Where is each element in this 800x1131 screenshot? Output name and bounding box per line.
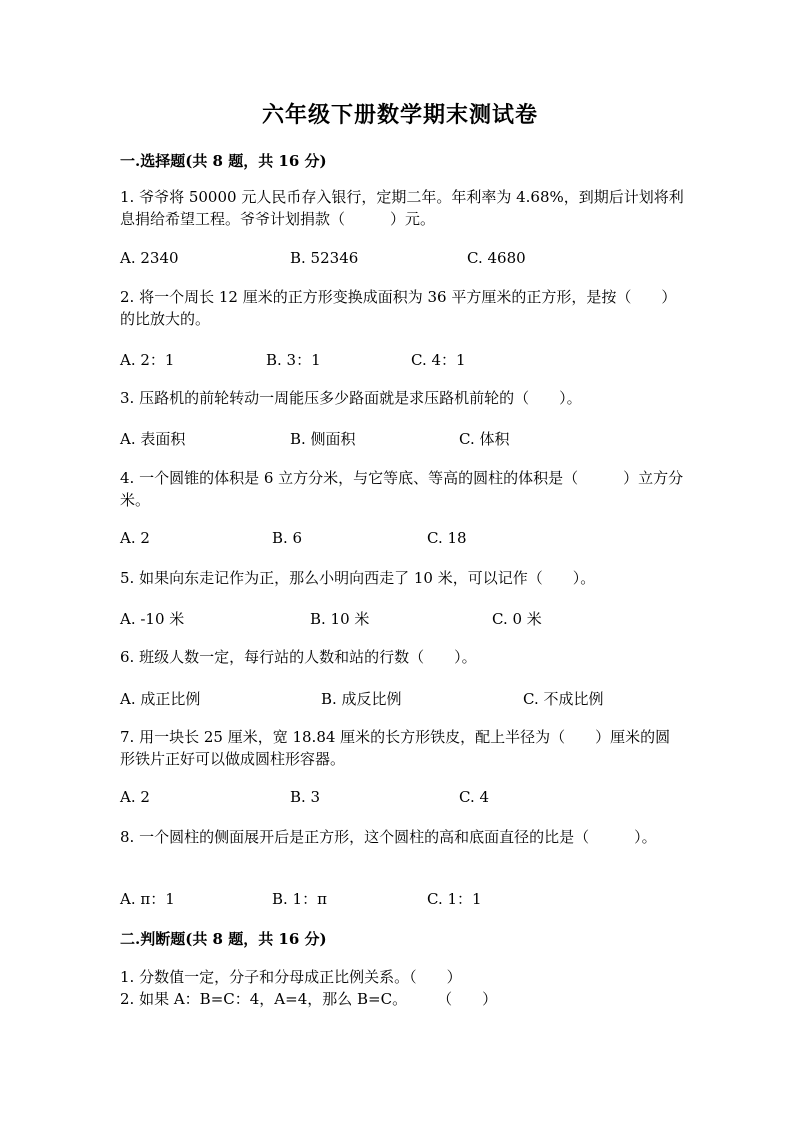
choice-question-3: 3. 压路机的前轮转动一周能压多少路面就是求压路机前轮的（ ）。 — [120, 389, 582, 407]
choice-3-option-c: C. 体积 — [459, 430, 510, 448]
choice-8-option-b: B. 1：π — [272, 890, 327, 908]
choice-4-option-c: C. 18 — [427, 529, 467, 547]
choice-6-option-a: A. 成正比例 — [120, 690, 201, 708]
choice-8-option-c: C. 1：1 — [427, 890, 482, 908]
choice-question-2: 2. 将一个周长 12 厘米的正方形变换成面积为 36 平方厘米的正方形，是按（ ）的比放大的。 — [120, 288, 677, 328]
choice-question-4: 4. 一个圆锥的体积是 6 立方分米，与它等底、等高的圆柱的体积是（ ）立方分米。 — [120, 469, 684, 509]
choice-2-option-b: B. 3：1 — [266, 351, 321, 369]
choice-1-option-c: C. 4680 — [467, 249, 526, 267]
choice-4-option-a: A. 2 — [120, 529, 150, 547]
page-title: 六年级下册数学期末测试卷 — [261, 102, 538, 128]
choice-5-option-c: C. 0 米 — [492, 610, 542, 628]
choice-6-option-c: C. 不成比例 — [523, 690, 604, 708]
section-heading-judgment: 二.判断题(共 8 题，共 16 分) — [120, 930, 327, 948]
choice-7-option-b: B. 3 — [290, 788, 321, 806]
choice-2-option-a: A. 2：1 — [120, 351, 175, 369]
choice-3-option-b: B. 侧面积 — [290, 430, 356, 448]
choice-7-option-c: C. 4 — [459, 788, 490, 806]
choice-4-option-b: B. 6 — [272, 529, 303, 547]
choice-question-8: 8. 一个圆柱的侧面展开后是正方形，这个圆柱的高和底面直径的比是（ ）。 — [120, 828, 657, 846]
choice-5-option-b: B. 10 米 — [310, 610, 370, 628]
choice-6-option-b: B. 成反比例 — [321, 690, 402, 708]
judgment-question-1: 1. 分数值一定，分子和分母成正比例关系。（ ） — [120, 968, 462, 986]
choice-question-7: 7. 用一块长 25 厘米，宽 18.84 厘米的长方形铁皮，配上半径为（ ）厘米的圆形铁片正好可以做成圆柱形容器。 — [120, 728, 671, 768]
choice-5-option-a: A. -10 米 — [120, 610, 185, 628]
choice-3-option-a: A. 表面积 — [120, 430, 186, 448]
choice-question-6: 6. 班级人数一定，每行站的人数和站的行数（ ）。 — [120, 648, 477, 666]
choice-2-option-c: C. 4：1 — [411, 351, 466, 369]
choice-question-5: 5. 如果向东走记作为正，那么小明向西走了 10 米，可以记作（ ）。 — [120, 569, 596, 587]
choice-8-option-a: A. π：1 — [120, 890, 175, 908]
choice-7-option-a: A. 2 — [120, 788, 150, 806]
choice-question-1: 1. 爷爷将 50000 元人民币存入银行，定期二年。年利率为 4.68%，到期后计划将利息捐给希望工程。爷爷计划捐款（ ）元。 — [120, 188, 684, 228]
section-heading-choice: 一.选择题(共 8 题，共 16 分) — [120, 152, 327, 170]
choice-1-option-a: A. 2340 — [120, 249, 179, 267]
judgment-question-2: 2. 如果 A：B=C：4，A=4，那么 B=C。 （ ） — [120, 990, 498, 1008]
choice-1-option-b: B. 52346 — [290, 249, 359, 267]
